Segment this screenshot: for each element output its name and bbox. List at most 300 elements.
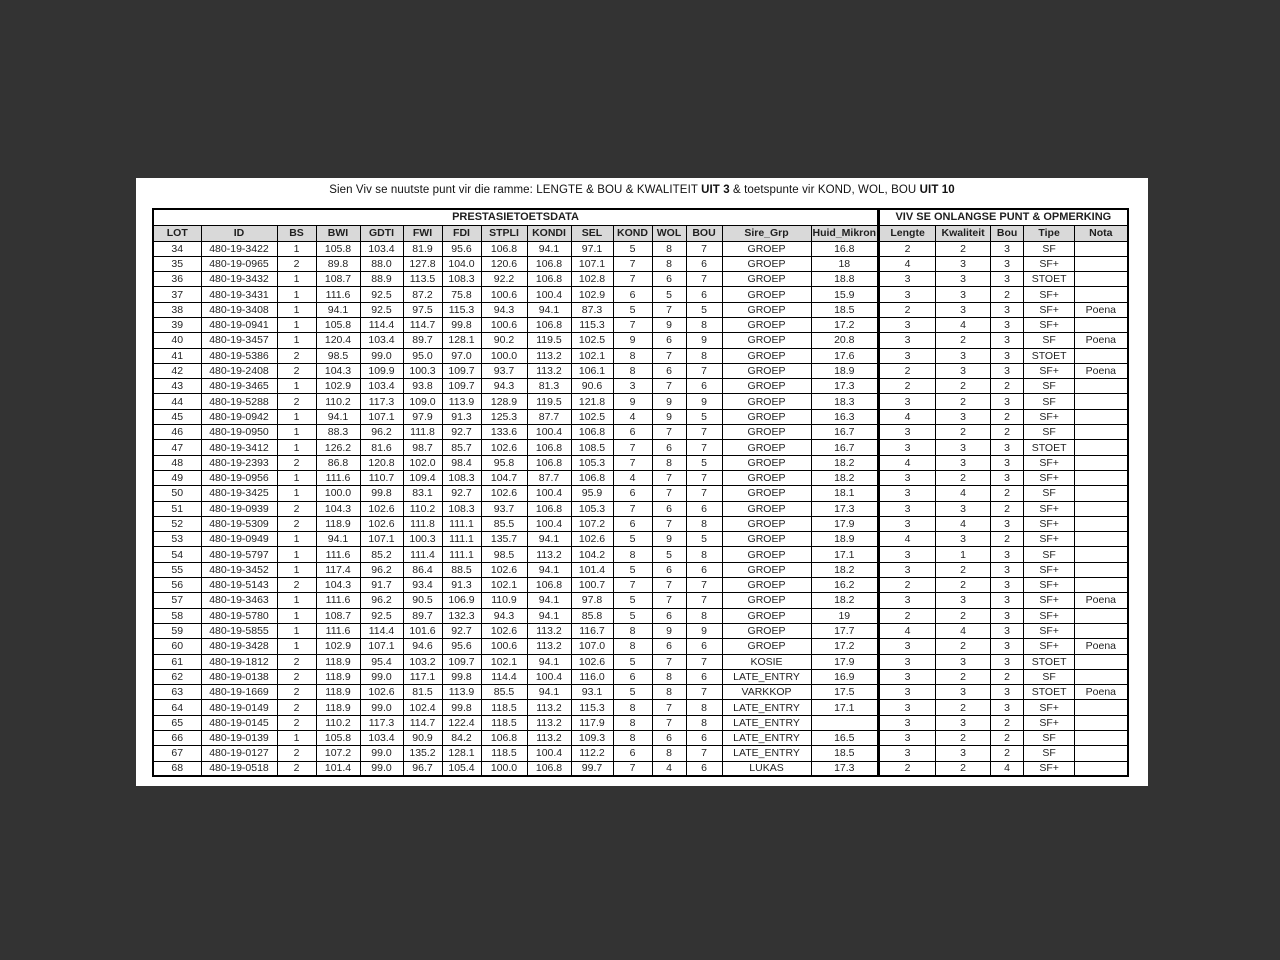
table-cell: GROEP — [722, 547, 811, 562]
table-cell: 4 — [879, 256, 936, 271]
table-column-header-row — [153, 225, 1128, 241]
table-cell: 102.0 — [403, 455, 442, 470]
table-cell: 8 — [613, 363, 652, 378]
table-cell: 104.0 — [442, 256, 481, 271]
table-cell: 1 — [277, 302, 316, 317]
table-cell: 50 — [153, 486, 201, 501]
table-cell: 2 — [879, 608, 936, 623]
table-cell: 17.7 — [811, 623, 879, 638]
table-cell: 18.9 — [811, 532, 879, 547]
table-cell: 8 — [686, 547, 722, 562]
table-cell: 2 — [879, 241, 936, 256]
table-cell: SF+ — [1024, 562, 1075, 577]
table-cell: 6 — [652, 501, 686, 516]
table-cell: 4 — [879, 623, 936, 638]
table-cell: 99.8 — [442, 669, 481, 684]
table-row — [153, 486, 1128, 501]
table-cell: 1 — [277, 409, 316, 424]
table-cell: 6 — [613, 516, 652, 531]
table-cell: SF+ — [1024, 302, 1075, 317]
table-cell: 2 — [991, 379, 1024, 394]
column-header-fwi: FWI — [403, 225, 442, 241]
table-cell — [1075, 317, 1128, 332]
table-cell: 100.6 — [481, 317, 527, 332]
table-cell: 480-19-2393 — [201, 455, 277, 470]
table-cell: 6 — [613, 669, 652, 684]
table-cell: 3 — [991, 547, 1024, 562]
table-cell: 88.3 — [316, 425, 360, 440]
table-cell: 81.5 — [403, 685, 442, 700]
table-row — [153, 409, 1128, 424]
table-cell: 4 — [936, 317, 991, 332]
table-cell: 3 — [879, 272, 936, 287]
table-cell: SF+ — [1024, 700, 1075, 715]
table-cell: 17.1 — [811, 700, 879, 715]
table-cell — [1075, 731, 1128, 746]
table-cell: 1 — [277, 608, 316, 623]
table-cell: 2 — [936, 761, 991, 776]
table-cell: 7 — [686, 363, 722, 378]
table-cell: 90.9 — [403, 731, 442, 746]
document-title — [136, 184, 1148, 196]
table-cell: 480-19-5309 — [201, 516, 277, 531]
table-cell: 96.2 — [360, 562, 403, 577]
table-cell: 111.6 — [316, 470, 360, 485]
table-cell: SF — [1024, 669, 1075, 684]
table-cell: 5 — [686, 302, 722, 317]
table-cell — [1075, 455, 1128, 470]
table-cell: 17.2 — [811, 639, 879, 654]
table-cell: 113.2 — [527, 639, 571, 654]
table-cell: 94.3 — [481, 379, 527, 394]
table-cell: 9 — [613, 394, 652, 409]
table-cell: 480-19-1669 — [201, 685, 277, 700]
table-cell: 111.6 — [316, 593, 360, 608]
table-cell: 3 — [879, 317, 936, 332]
table-cell: 133.6 — [481, 425, 527, 440]
table-cell: 56 — [153, 578, 201, 593]
table-cell: 96.2 — [360, 593, 403, 608]
table-cell: 2 — [936, 425, 991, 440]
table-cell: 115.3 — [571, 317, 613, 332]
table-cell: SF+ — [1024, 532, 1075, 547]
table-cell: GROEP — [722, 578, 811, 593]
table-cell: 84.2 — [442, 731, 481, 746]
table-cell: 102.6 — [481, 562, 527, 577]
table-cell: 108.3 — [442, 501, 481, 516]
table-cell: 480-19-0145 — [201, 715, 277, 730]
column-header-tipe: Tipe — [1024, 225, 1075, 241]
table-row — [153, 379, 1128, 394]
table-cell: 92.7 — [442, 425, 481, 440]
table-cell: SF — [1024, 333, 1075, 348]
table-cell: 18.5 — [811, 302, 879, 317]
column-header-kwaliteit: Kwaliteit — [936, 225, 991, 241]
table-cell: 2 — [277, 363, 316, 378]
table-cell: GROEP — [722, 317, 811, 332]
table-cell: SF — [1024, 425, 1075, 440]
table-cell: 2 — [991, 532, 1024, 547]
table-cell: Poena — [1075, 302, 1128, 317]
table-cell: GROEP — [722, 501, 811, 516]
table-cell: 2 — [936, 639, 991, 654]
table-cell: 7 — [686, 685, 722, 700]
table-cell: 107.1 — [571, 256, 613, 271]
table-cell: 16.7 — [811, 425, 879, 440]
table-cell: 5 — [652, 547, 686, 562]
table-cell: 118.9 — [316, 669, 360, 684]
table-cell: LATE_ENTRY — [722, 700, 811, 715]
table-cell: 121.8 — [571, 394, 613, 409]
table-cell: 2 — [991, 486, 1024, 501]
table-cell: 114.4 — [481, 669, 527, 684]
table-cell: 102.6 — [360, 501, 403, 516]
table-cell: STOET — [1024, 654, 1075, 669]
table-cell: 8 — [613, 731, 652, 746]
table-cell: 94.1 — [316, 409, 360, 424]
table-cell — [1075, 256, 1128, 271]
table-cell: 2 — [277, 501, 316, 516]
table-cell: 118.5 — [481, 746, 527, 761]
table-cell: 5 — [686, 455, 722, 470]
table-cell: SF+ — [1024, 639, 1075, 654]
table-cell — [1075, 578, 1128, 593]
table-cell: 105.3 — [571, 501, 613, 516]
table-cell: 93.1 — [571, 685, 613, 700]
table-cell: 110.7 — [360, 470, 403, 485]
table-cell: 5 — [613, 685, 652, 700]
table-cell: 100.4 — [527, 516, 571, 531]
table-cell — [1075, 379, 1128, 394]
table-cell: 480-19-3422 — [201, 241, 277, 256]
table-cell: Poena — [1075, 363, 1128, 378]
table-cell: 85.8 — [571, 608, 613, 623]
table-cell: 480-19-0518 — [201, 761, 277, 776]
table-cell: 81.9 — [403, 241, 442, 256]
table-cell: 6 — [686, 501, 722, 516]
table-cell: 5 — [652, 287, 686, 302]
table-cell: 54 — [153, 547, 201, 562]
table-cell: 94.1 — [527, 593, 571, 608]
table-cell: 6 — [652, 608, 686, 623]
table-cell: 5 — [613, 593, 652, 608]
table-row — [153, 761, 1128, 776]
table-cell: 100.7 — [571, 578, 613, 593]
table-cell: 111.6 — [316, 547, 360, 562]
table-cell — [1075, 761, 1128, 776]
table-cell: 86.8 — [316, 455, 360, 470]
table-cell: 116.0 — [571, 669, 613, 684]
table-cell: 6 — [652, 731, 686, 746]
table-cell: GROEP — [722, 532, 811, 547]
table-cell: 100.6 — [481, 287, 527, 302]
table-cell: 105.4 — [442, 761, 481, 776]
table-cell: 5 — [613, 302, 652, 317]
table-cell: 1 — [277, 486, 316, 501]
table-cell: SF+ — [1024, 608, 1075, 623]
table-cell: 53 — [153, 532, 201, 547]
table-cell: 2 — [277, 348, 316, 363]
table-cell: 119.5 — [527, 394, 571, 409]
table-cell: 49 — [153, 470, 201, 485]
table-cell: STOET — [1024, 348, 1075, 363]
table-cell: 3 — [879, 516, 936, 531]
table-cell: 2 — [936, 241, 991, 256]
table-cell: 95.9 — [571, 486, 613, 501]
column-header-nota: Nota — [1075, 225, 1128, 241]
column-header-bou: Bou — [991, 225, 1024, 241]
table-cell: 107.2 — [316, 746, 360, 761]
table-cell: 108.3 — [442, 272, 481, 287]
table-cell: 3 — [879, 700, 936, 715]
table-cell: 113.2 — [527, 700, 571, 715]
table-cell: 480-19-2408 — [201, 363, 277, 378]
table-cell — [1075, 532, 1128, 547]
table-cell: 480-19-3412 — [201, 440, 277, 455]
table-cell: 3 — [991, 623, 1024, 638]
table-row — [153, 700, 1128, 715]
table-cell: 8 — [686, 348, 722, 363]
table-cell: 3 — [879, 562, 936, 577]
table-cell: 110.2 — [403, 501, 442, 516]
table-cell: 5 — [613, 241, 652, 256]
table-cell: GROEP — [722, 348, 811, 363]
table-cell: 57 — [153, 593, 201, 608]
table-cell: SF — [1024, 379, 1075, 394]
table-cell: 3 — [991, 256, 1024, 271]
table-cell: 3 — [991, 685, 1024, 700]
table-cell: 89.7 — [403, 333, 442, 348]
table-cell: 7 — [613, 501, 652, 516]
table-cell: 7 — [686, 470, 722, 485]
table-cell: 1 — [277, 562, 316, 577]
table-cell: 8 — [652, 455, 686, 470]
table-cell: 107.0 — [571, 639, 613, 654]
table-cell — [1075, 623, 1128, 638]
table-row — [153, 333, 1128, 348]
table-cell: GROEP — [722, 333, 811, 348]
table-cell: 18.2 — [811, 455, 879, 470]
table-cell: 102.9 — [316, 639, 360, 654]
table-cell: 51 — [153, 501, 201, 516]
table-cell: 480-19-0950 — [201, 425, 277, 440]
table-cell: 5 — [686, 409, 722, 424]
table-cell: 102.9 — [571, 287, 613, 302]
table-cell: SF+ — [1024, 363, 1075, 378]
table-cell: 1 — [277, 639, 316, 654]
table-cell — [1075, 562, 1128, 577]
table-cell: 8 — [613, 348, 652, 363]
table-cell: 18.3 — [811, 394, 879, 409]
table-cell: 95.8 — [481, 455, 527, 470]
table-cell: 7 — [613, 256, 652, 271]
table-cell: LATE_ENTRY — [722, 715, 811, 730]
table-cell: 8 — [652, 685, 686, 700]
table-cell: 103.2 — [403, 654, 442, 669]
table-cell: 117.4 — [316, 562, 360, 577]
table-cell: 3 — [879, 731, 936, 746]
table-cell: 97.0 — [442, 348, 481, 363]
table-cell: 91.3 — [442, 409, 481, 424]
table-row — [153, 654, 1128, 669]
table-cell: 106.8 — [527, 761, 571, 776]
table-cell: 3 — [991, 272, 1024, 287]
title-text: Sien Viv se nuutste punt vir die ramme: LENGTE & BOU & KWALITEIT — [329, 184, 702, 196]
table-cell: 3 — [936, 348, 991, 363]
column-header-bwi: BWI — [316, 225, 360, 241]
table-cell: 3 — [991, 700, 1024, 715]
table-cell: 100.4 — [527, 746, 571, 761]
table-cell: 2 — [991, 287, 1024, 302]
table-cell: 113.2 — [527, 547, 571, 562]
table-cell: 102.6 — [360, 516, 403, 531]
table-cell: 9 — [652, 532, 686, 547]
column-header-huid-mikron: Huid_Mikron — [811, 225, 879, 241]
table-cell: 103.4 — [360, 379, 403, 394]
table-cell: 9 — [652, 409, 686, 424]
table-cell: 7 — [652, 379, 686, 394]
column-header-bs: BS — [277, 225, 316, 241]
table-cell: 16.9 — [811, 669, 879, 684]
table-cell: 1 — [277, 532, 316, 547]
table-cell: 480-19-5288 — [201, 394, 277, 409]
table-cell: 111.1 — [442, 516, 481, 531]
table-cell: 17.2 — [811, 317, 879, 332]
column-header-sire-grp: Sire_Grp — [722, 225, 811, 241]
table-cell — [1075, 470, 1128, 485]
table-cell — [1075, 700, 1128, 715]
table-cell: SF+ — [1024, 409, 1075, 424]
table-row — [153, 593, 1128, 608]
table-cell: 6 — [652, 562, 686, 577]
table-cell: 7 — [686, 746, 722, 761]
table-cell: 92.5 — [360, 608, 403, 623]
table-cell: 103.4 — [360, 241, 403, 256]
table-cell: 106.8 — [481, 731, 527, 746]
table-cell: 3 — [879, 287, 936, 302]
table-cell: 480-19-1812 — [201, 654, 277, 669]
table-cell — [1075, 272, 1128, 287]
table-cell: 94.1 — [316, 302, 360, 317]
column-header-fdi: FDI — [442, 225, 481, 241]
data-table — [152, 208, 1129, 777]
table-row — [153, 516, 1128, 531]
table-cell: 3 — [991, 562, 1024, 577]
table-cell: 85.5 — [481, 516, 527, 531]
table-cell: 3 — [991, 654, 1024, 669]
table-cell: 4 — [652, 761, 686, 776]
table-cell: 64 — [153, 700, 201, 715]
table-cell: 135.7 — [481, 532, 527, 547]
table-cell: 6 — [686, 562, 722, 577]
table-cell: 94.1 — [527, 302, 571, 317]
table-cell: 2 — [936, 578, 991, 593]
table-cell — [1075, 241, 1128, 256]
table-cell: SF+ — [1024, 593, 1075, 608]
table-cell: 94.1 — [527, 532, 571, 547]
table-cell: 36 — [153, 272, 201, 287]
table-cell: GROEP — [722, 425, 811, 440]
table-cell: 4 — [936, 486, 991, 501]
column-header-lengte: Lengte — [879, 225, 936, 241]
table-cell: 1 — [277, 425, 316, 440]
table-cell: 87.2 — [403, 287, 442, 302]
table-cell: 39 — [153, 317, 201, 332]
table-cell: 480-19-0949 — [201, 532, 277, 547]
table-cell: 2 — [879, 363, 936, 378]
table-cell: 102.8 — [571, 272, 613, 287]
table-cell: 107.1 — [360, 639, 403, 654]
column-header-id: ID — [201, 225, 277, 241]
table-cell: 86.4 — [403, 562, 442, 577]
table-cell: 102.1 — [481, 578, 527, 593]
table-cell: 90.2 — [481, 333, 527, 348]
table-cell: 55 — [153, 562, 201, 577]
table-cell: 94.6 — [403, 639, 442, 654]
table-cell: 118.9 — [316, 685, 360, 700]
table-cell: 480-19-3465 — [201, 379, 277, 394]
table-cell: 87.3 — [571, 302, 613, 317]
table-cell: 17.1 — [811, 547, 879, 562]
table-cell: 95.6 — [442, 241, 481, 256]
table-cell: 3 — [879, 715, 936, 730]
table-cell: 75.8 — [442, 287, 481, 302]
table-cell: 91.7 — [360, 578, 403, 593]
table-cell: 7 — [652, 302, 686, 317]
table-cell: 2 — [277, 578, 316, 593]
table-row — [153, 623, 1128, 638]
table-cell: 63 — [153, 685, 201, 700]
table-cell: Poena — [1075, 639, 1128, 654]
table-cell: 100.0 — [481, 348, 527, 363]
table-cell: 1 — [277, 241, 316, 256]
table-cell: 4 — [936, 623, 991, 638]
table-cell: 102.5 — [571, 333, 613, 348]
table-cell: SF+ — [1024, 578, 1075, 593]
table-cell: 3 — [613, 379, 652, 394]
table-cell: 480-19-3452 — [201, 562, 277, 577]
table-row — [153, 363, 1128, 378]
table-cell — [1075, 715, 1128, 730]
table-cell: 97.8 — [571, 593, 613, 608]
table-cell: 480-19-5797 — [201, 547, 277, 562]
table-cell: 8 — [613, 547, 652, 562]
table-cell: 106.8 — [527, 455, 571, 470]
table-cell: 85.7 — [442, 440, 481, 455]
table-cell: 1 — [277, 470, 316, 485]
table-cell: 94.1 — [316, 532, 360, 547]
table-cell: 480-19-0965 — [201, 256, 277, 271]
table-cell: GROEP — [722, 516, 811, 531]
table-cell: 114.7 — [403, 715, 442, 730]
table-cell: 8 — [686, 516, 722, 531]
table-cell: 35 — [153, 256, 201, 271]
table-cell: 102.9 — [316, 379, 360, 394]
table-cell: 7 — [652, 700, 686, 715]
table-cell: GROEP — [722, 287, 811, 302]
table-row — [153, 608, 1128, 623]
table-cell: 94.3 — [481, 302, 527, 317]
table-cell: GROEP — [722, 470, 811, 485]
table-cell: 120.6 — [481, 256, 527, 271]
table-cell: 111.4 — [403, 547, 442, 562]
table-cell: 96.2 — [360, 425, 403, 440]
table-cell: 102.1 — [571, 348, 613, 363]
table-cell: 108.3 — [442, 470, 481, 485]
table-cell: 5 — [613, 654, 652, 669]
table-cell: 99.0 — [360, 348, 403, 363]
table-cell: 6 — [613, 486, 652, 501]
